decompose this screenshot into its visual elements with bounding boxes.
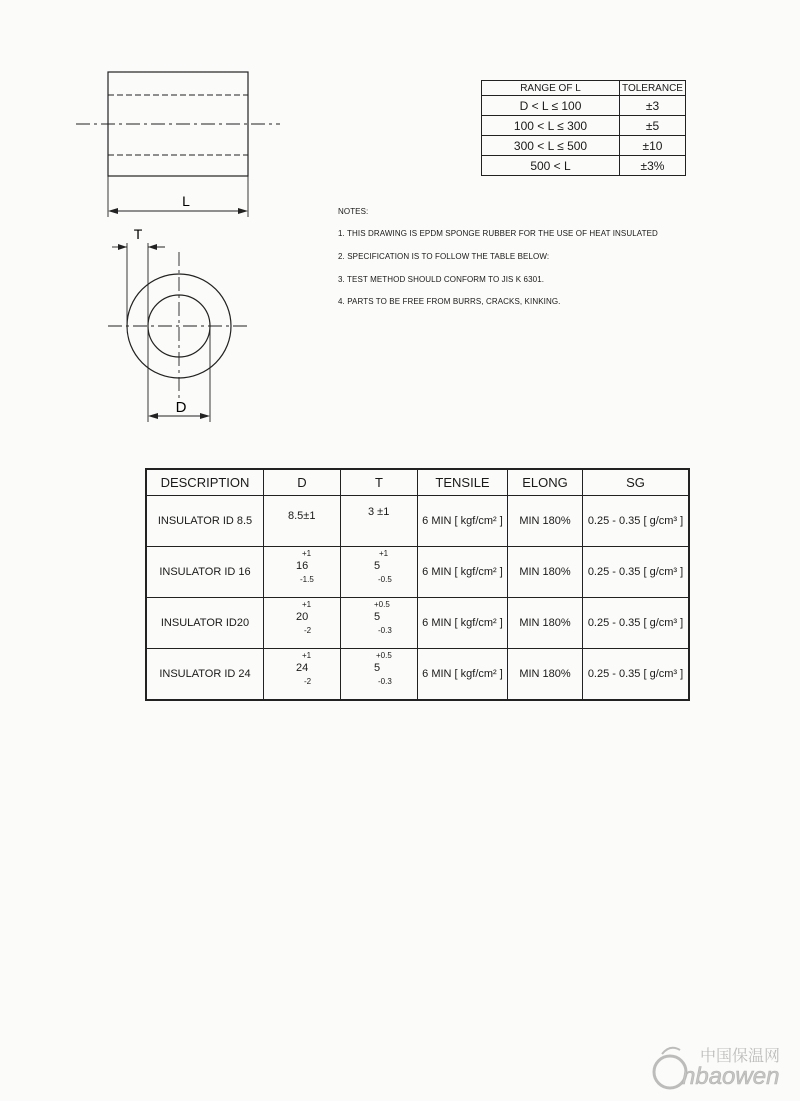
t-header: T [341, 469, 418, 496]
note-item: 4. PARTS TO BE FREE FROM BURRS, CRACKS, KINKING. [338, 297, 561, 306]
tolerance-cell: ±10 [620, 136, 686, 156]
tensile-cell: 6 MIN [ kgf/cm² ] [418, 547, 508, 598]
range-cell: 100 < L ≤ 300 [482, 116, 620, 136]
range-header: RANGE OF L [482, 81, 620, 96]
spec-row [146, 496, 689, 547]
d-upper-tolerance: +1 [302, 651, 312, 660]
d-header: D [264, 469, 341, 496]
elong-cell: MIN 180% [508, 598, 583, 649]
label-t: T [133, 226, 143, 242]
d-nominal: 16 [296, 560, 309, 572]
tolerance-header: TOLERANCE [620, 81, 686, 96]
sg-cell: 0.25 - 0.35 [ g/cm³ ] [583, 598, 690, 649]
tolerance-row [482, 96, 686, 116]
d-upper-tolerance: +1 [302, 549, 312, 558]
t-nominal: 5 [374, 560, 381, 572]
specification-table [145, 468, 690, 701]
watermark-logo [648, 1040, 798, 1095]
d-lower-tolerance: -1.5 [300, 575, 314, 584]
description-cell: INSULATOR ID 8.5 [146, 496, 264, 547]
description-cell: INSULATOR ID 24 [146, 649, 264, 701]
spec-row [146, 598, 689, 649]
t-cell [341, 496, 418, 547]
range-cell: 300 < L ≤ 500 [482, 136, 620, 156]
tolerance-row [482, 116, 686, 136]
note-item: 3. TEST METHOD SHOULD CONFORM TO JIS K 6301. [338, 275, 545, 284]
d-nominal: 8.5±1 [288, 510, 316, 522]
tolerance-cell: ±5 [620, 116, 686, 136]
svg-text:中国保温网: 中国保温网 [700, 1046, 781, 1065]
t-nominal: 5 [374, 611, 381, 623]
d-upper-tolerance: +1 [302, 600, 312, 609]
svg-text:nbaowen: nbaowen [682, 1063, 780, 1090]
spec-header-row [146, 469, 689, 496]
tolerance-cell: ±3% [620, 156, 686, 176]
t-lower-tolerance: -0.5 [378, 575, 392, 584]
description-header: DESCRIPTION [146, 469, 264, 496]
cross-section-drawing [0, 215, 300, 430]
label-d: D [175, 399, 187, 416]
tensile-cell: 6 MIN [ kgf/cm² ] [418, 496, 508, 547]
sg-cell: 0.25 - 0.35 [ g/cm³ ] [583, 649, 690, 701]
t-nominal: 5 [374, 662, 381, 674]
label-l: L [182, 193, 190, 209]
note-item: 2. SPECIFICATION IS TO FOLLOW THE TABLE BELOW: [338, 252, 550, 261]
d-cell [264, 598, 341, 649]
spec-row [146, 547, 689, 598]
t-cell [341, 598, 418, 649]
elong-cell: MIN 180% [508, 547, 583, 598]
tolerance-header-row [482, 81, 686, 96]
description-cell: INSULATOR ID20 [146, 598, 264, 649]
tolerance-table [481, 80, 686, 176]
tensile-cell: 6 MIN [ kgf/cm² ] [418, 649, 508, 701]
d-cell [264, 547, 341, 598]
tensile-cell: 6 MIN [ kgf/cm² ] [418, 598, 508, 649]
t-upper-tolerance: +1 [379, 549, 389, 558]
d-cell [264, 496, 341, 547]
sg-cell: 0.25 - 0.35 [ g/cm³ ] [583, 496, 690, 547]
tolerance-row [482, 156, 686, 176]
t-nominal: 3 ±1 [368, 506, 390, 518]
t-upper-tolerance: +0.5 [376, 651, 392, 660]
t-cell [341, 547, 418, 598]
notes-title: NOTES: [338, 207, 369, 216]
elong-cell: MIN 180% [508, 496, 583, 547]
d-nominal: 24 [296, 662, 309, 674]
tolerance-row [482, 136, 686, 156]
t-lower-tolerance: -0.3 [378, 677, 392, 686]
tolerance-cell: ±3 [620, 96, 686, 116]
sg-header: SG [583, 469, 690, 496]
note-item: 1. THIS DRAWING IS EPDM SPONGE RUBBER FOR THE USE OF HEAT INSULATED [338, 229, 658, 238]
description-cell: INSULATOR ID 16 [146, 547, 264, 598]
sg-cell: 0.25 - 0.35 [ g/cm³ ] [583, 547, 690, 598]
elong-header: ELONG [508, 469, 583, 496]
t-upper-tolerance: +0.5 [374, 600, 390, 609]
t-cell [341, 649, 418, 701]
d-lower-tolerance: -2 [304, 626, 312, 635]
tensile-header: TENSILE [418, 469, 508, 496]
d-lower-tolerance: -2 [304, 677, 312, 686]
elong-cell: MIN 180% [508, 649, 583, 701]
t-lower-tolerance: -0.3 [378, 626, 392, 635]
d-nominal: 20 [296, 611, 309, 623]
d-cell [264, 649, 341, 701]
range-cell: D < L ≤ 100 [482, 96, 620, 116]
range-cell: 500 < L [482, 156, 620, 176]
side-view-drawing [0, 0, 300, 230]
spec-row [146, 649, 689, 701]
